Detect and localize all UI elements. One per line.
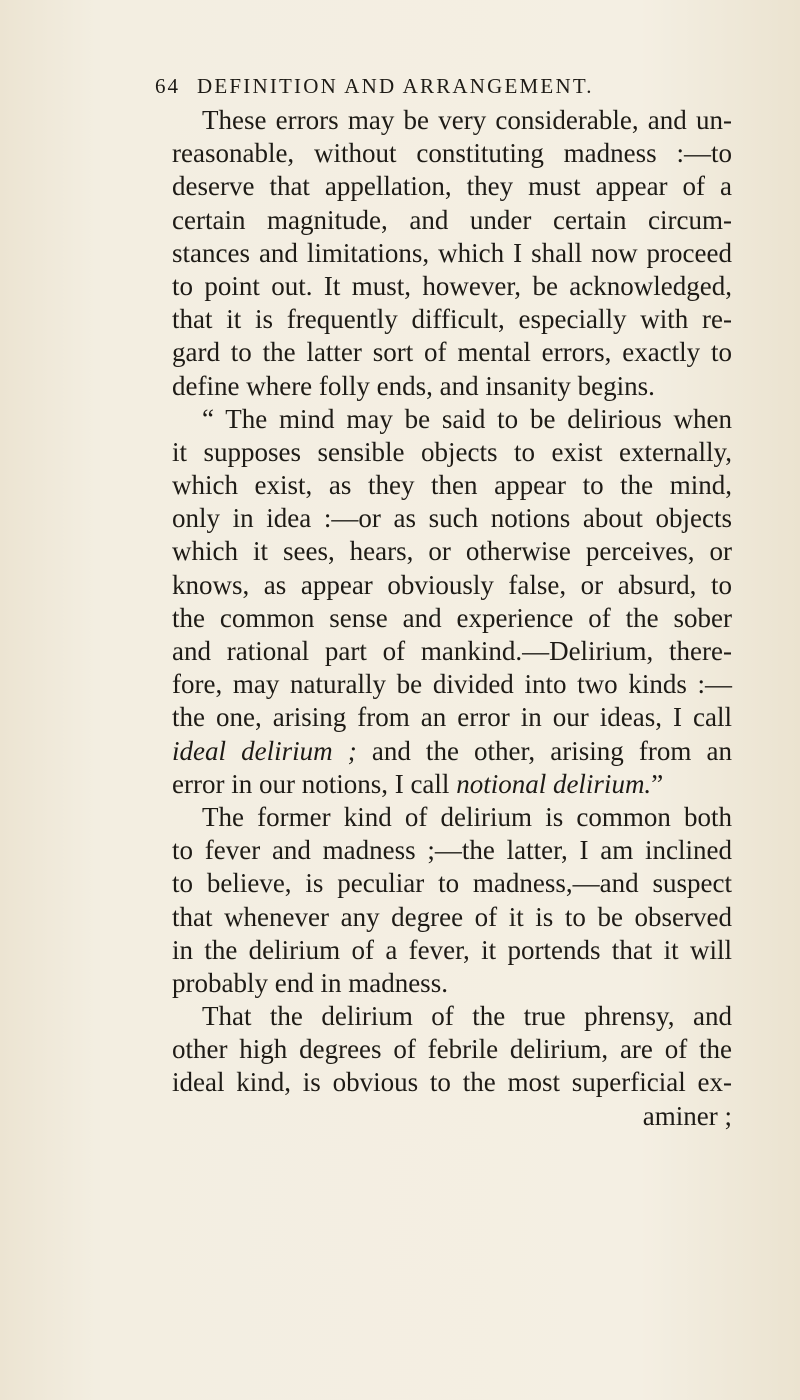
text-line: knows, as appear obviously false, or absurd, to [172, 569, 732, 600]
text-line: which exist, as they then appear to the mind, [172, 470, 732, 501]
text-line: certain magnitude, and under certain circum- [172, 204, 732, 235]
text-line: These errors may be very considerable, and un- [202, 105, 732, 135]
text-line [172, 768, 732, 801]
text-line: only in idea :—or as such notions about objects [172, 503, 732, 534]
text-line: to fever and madness ;—the latter, I am inclined [172, 835, 732, 866]
text-segment: error in our notions, I call [172, 768, 457, 799]
page-header [155, 74, 675, 99]
text-line: in the delirium of a fever, it portends that it will [172, 934, 732, 965]
text-line: That the delirium of the true phrensy, and [202, 1001, 732, 1032]
body-text [172, 104, 732, 1133]
italic-term: ideal delirium ; [172, 735, 357, 766]
text-line: stances and limitations, which I shall now proceed [172, 237, 732, 268]
text-segment: ” [651, 768, 664, 799]
text-line: it supposes sensible objects to exist externally, [172, 436, 732, 467]
text-line: to point out. It must, however, be acknowledged, [172, 270, 732, 301]
text-line: ideal kind, is obvious to the most superficial ex- [172, 1067, 732, 1098]
text-line: “ The mind may be said to be delirious when [202, 403, 732, 434]
text-line: the common sense and experience of the sober [172, 602, 732, 633]
text-line: that whenever any degree of it is to be observed [172, 901, 732, 932]
text-line: gard to the latter sort of mental errors, exactly to [172, 337, 732, 368]
text-line: define where folly ends, and insanity begins. [172, 370, 655, 401]
text-line: The former kind of delirium is common both [202, 801, 732, 832]
text-line: the one, arising from an error in our ideas, I call [172, 702, 732, 733]
italic-term: notional delirium. [456, 768, 652, 799]
text-line: that it is frequently difficult, especially with re- [172, 304, 732, 335]
text-line: reasonable, without constituting madness :—to [172, 138, 732, 169]
running-title: DEFINITION AND ARRANGEMENT. [197, 74, 594, 98]
text-line: probably end in madness. [172, 967, 448, 998]
page-number: 64 [155, 74, 180, 98]
text-segment: and the other, arising from an [356, 735, 732, 766]
text-line: deserve that appellation, they must appear of a [172, 171, 732, 202]
text-line [172, 735, 732, 768]
text-line: to believe, is peculiar to madness,—and suspect [172, 868, 732, 899]
text-line: fore, may naturally be divided into two kinds :— [172, 669, 732, 700]
text-line: aminer ; [642, 1100, 732, 1131]
text-line: other high degrees of febrile delirium, are of the [172, 1034, 732, 1065]
text-line: which it sees, hears, or otherwise perceives, or [172, 536, 732, 567]
text-line: and rational part of mankind.—Delirium, there- [172, 636, 732, 666]
